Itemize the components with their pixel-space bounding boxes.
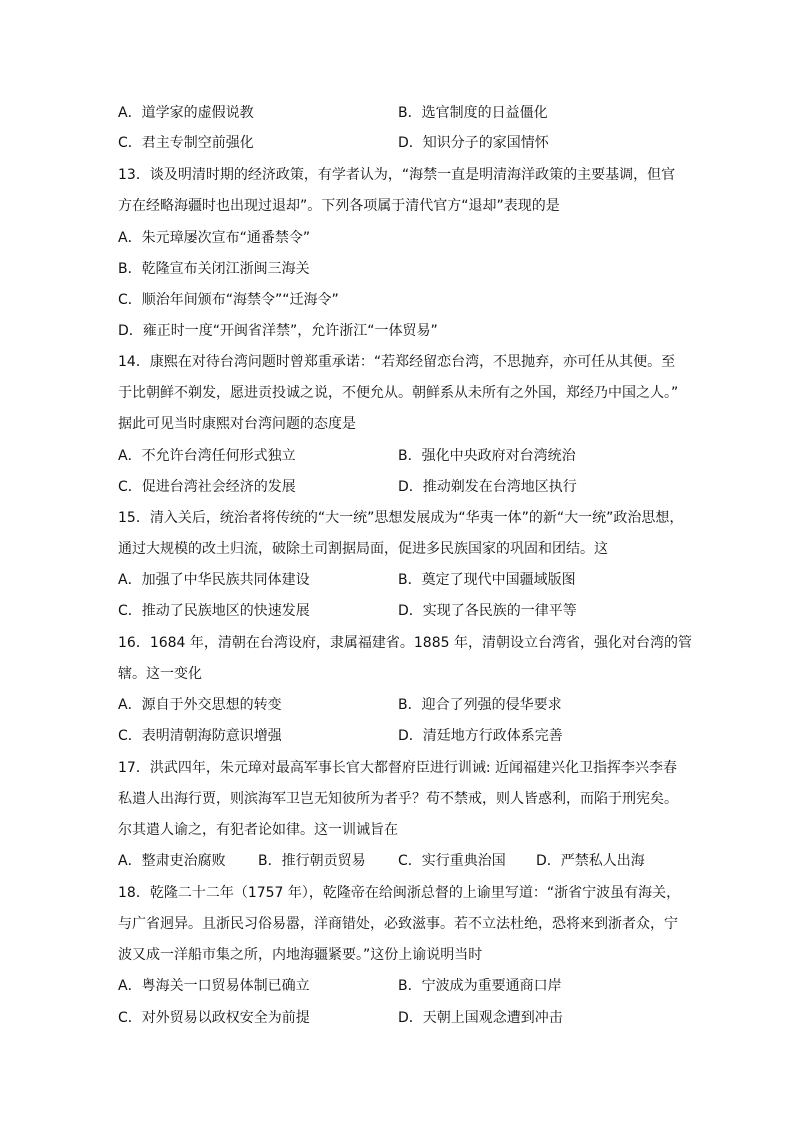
q17-option-d: D．严禁私人出海 [536,853,645,869]
q18-option-a: A．粤海关一口贸易体制已确立 [118,978,310,994]
q16-stem-line-1: 16．1684 年，清朝在台湾设府，隶属福建省。1885 年，清朝设立台湾省，强化对台湾的管 [118,635,692,651]
q15-option-a: A．加强了中华民族共同体建设 [118,572,310,588]
q18-option-b: B．宁波成为重要通商口岸 [398,978,562,994]
q14-option-c: C．促进台湾社会经济的发展 [118,479,296,495]
q14-option-d: D．推动剃发在台湾地区执行 [398,479,577,495]
q16-stem-line-2: 辖。这一变化 [118,666,202,682]
q16-option-a: A．源自于外交思想的转变 [118,697,282,713]
q12-option-b: B．选官制度的日益僵化 [398,105,548,121]
q17-option-b: B．推行朝贡贸易 [258,853,366,869]
q15-stem-line-2: 通过大规模的改土归流，破除土司割据局面，促进多民族国家的巩固和团结。这 [118,541,608,557]
q13-option-b: B．乾隆宣布关闭江浙闽三海关 [118,261,310,277]
q16-option-c: C．表明清朝海防意识增强 [118,728,282,744]
q14-stem-line-3: 据此可见当时康熙对台湾问题的态度是 [118,416,356,432]
q13-stem-line-1: 13．谈及明清时期的经济政策，有学者认为，“海禁一直是明清海洋政策的主要基调，但官 [118,167,676,183]
q14-stem-line-2: 于比朝鲜不剃发，愿进贡投诚之说，不便允从。朝鲜系从未所有之外国，郑经乃中国之人。” [118,385,679,401]
q15-option-c: C．推动了民族地区的快速发展 [118,603,310,619]
q18-stem-line-1: 18．乾隆二十二年（1757 年），乾隆帝在给闽浙总督的上谕里写道：“浙省宁波虽有海关， [118,885,681,901]
q16-option-d: D．清廷地方行政体系完善 [398,728,563,744]
q14-option-a: A．不允许台湾任何形式独立 [118,448,296,464]
q15-stem-line-1: 15．清入关后，统治者将传统的“大一统”思想发展成为“华夷一体”的新“大一统”政治思想， [118,510,684,526]
q12-option-a: A．道学家的虚假说教 [118,105,254,121]
q15-option-d: D．实现了各民族的一律平等 [398,603,577,619]
q17-option-c: C．实行重典治国 [398,853,506,869]
q13-option-d: D．雍正时一度“开闽省洋禁”，允许浙江“一体贸易” [118,323,438,339]
q18-stem-line-2: 与广省迥异。且浙民习俗易嚣，洋商错处，必致滋事。若不立法杜绝，恐将来到浙者众，宁 [118,916,678,932]
q13-option-c: C．顺治年间颁布“海禁令”“迁海令” [118,292,339,308]
q17-stem-line-2: 私遣人出海行贾，则滨海军卫岂无知彼所为者乎？苟不禁戒，则人皆惑利，而陷于刑宪矣。 [118,791,678,807]
q15-option-b: B．奠定了现代中国疆域版图 [398,572,576,588]
q17-stem-line-3: 尔其遣人谕之，有犯者论如律。这一训诫旨在 [118,822,398,838]
q18-stem-line-3: 波又成一洋船市集之所，内地海疆紧要。”这份上谕说明当时 [118,947,483,963]
q13-option-a: A．朱元璋屡次宣布“通番禁令” [118,230,311,246]
q14-option-b: B．强化中央政府对台湾统治 [398,448,576,464]
q14-stem-line-1: 14．康熙在对待台湾问题时曾郑重承诺：“若郑经留恋台湾，不思抛弃，亦可任从其便。至 [118,354,676,370]
q12-option-c: C．君主专制空前强化 [118,135,254,151]
q17-stem-line-1: 17．洪武四年，朱元璋对最高军事长官大都督府臣进行训诫: 近闻福建兴化卫指挥李兴李春 [118,760,677,776]
q18-option-c: C．对外贸易以政权安全为前提 [118,1010,310,1026]
q13-stem-line-2: 方在经略海疆时也出现过退却”。下列各项属于清代官方“退却”表现的是 [118,198,560,214]
q18-option-d: D．天朝上国观念遭到冲击 [398,1010,563,1026]
q12-option-d: D．知识分子的家国情怀 [398,135,549,151]
q16-option-b: B．迎合了列强的侵华要求 [398,697,562,713]
q17-option-a: A．整肃吏治腐败 [118,853,226,869]
